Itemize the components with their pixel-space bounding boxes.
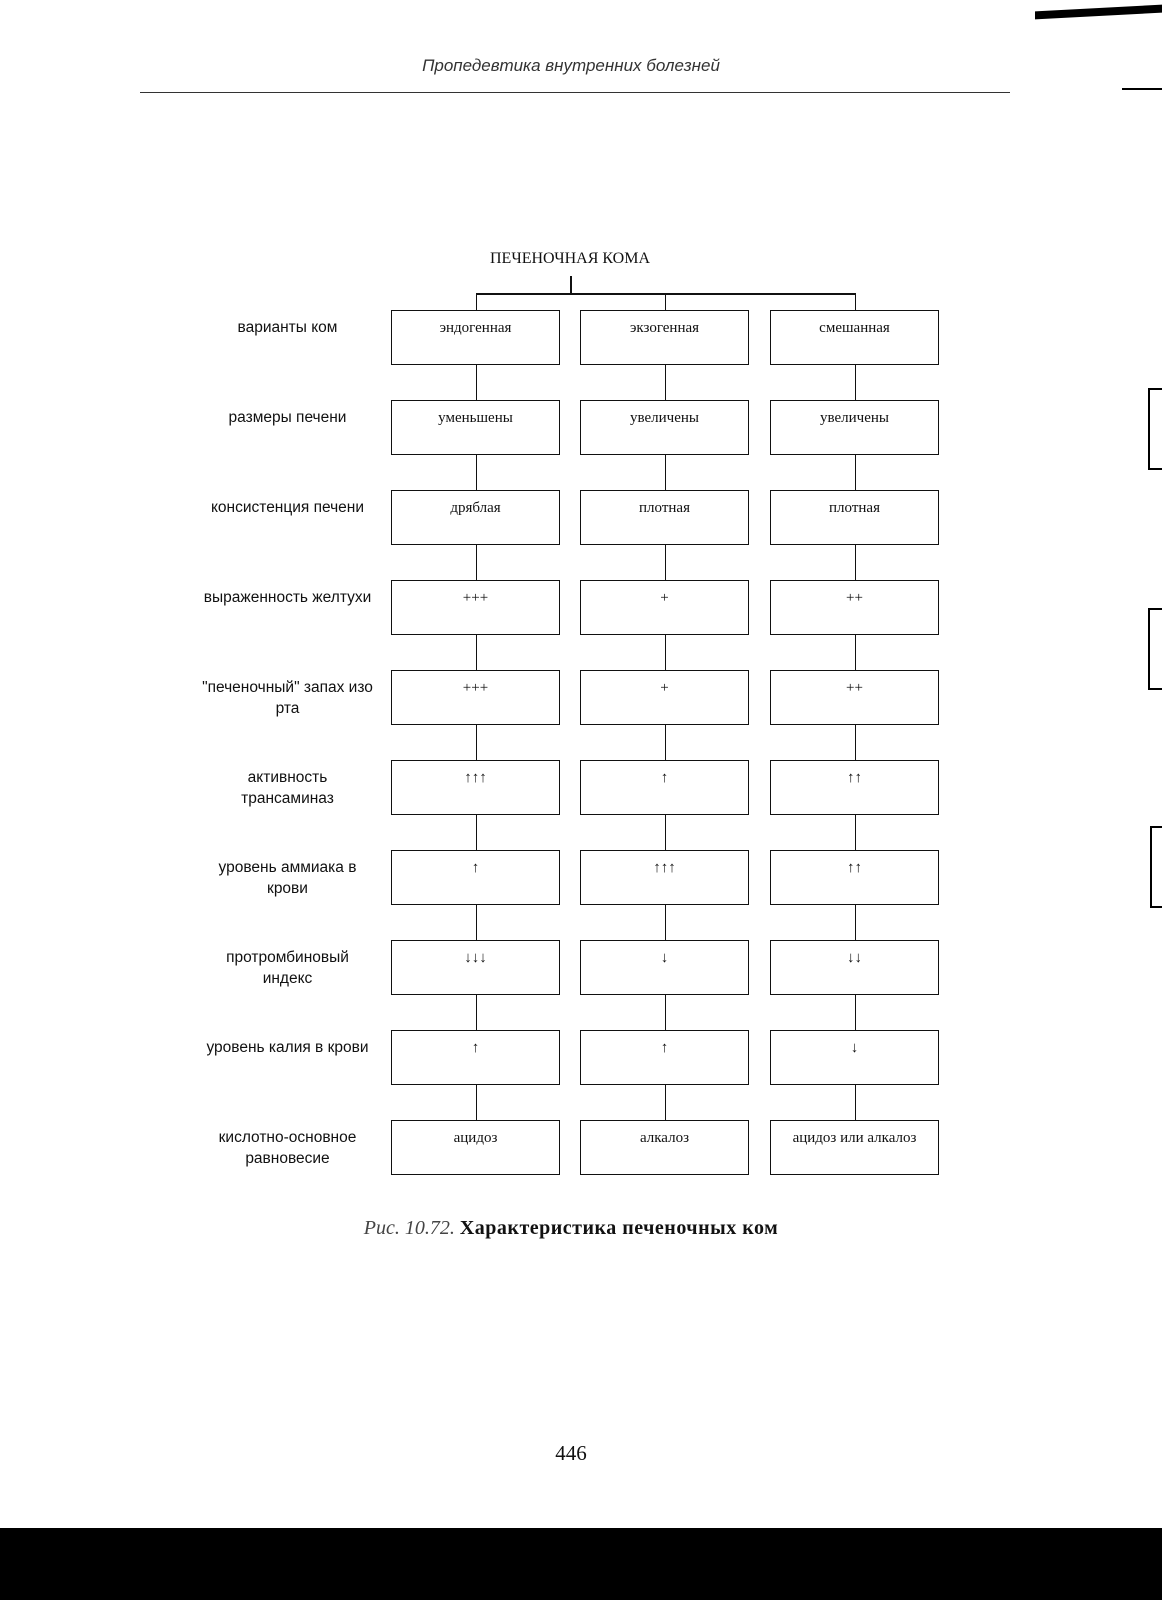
diagram-cell: уменьшены — [391, 400, 560, 455]
diagram-cell: +++ — [391, 670, 560, 725]
diagram-cell: + — [580, 580, 749, 635]
diagram-cell: ++ — [770, 670, 939, 725]
diagram-cell: ↑ — [391, 850, 560, 905]
diagram-cell: + — [580, 670, 749, 725]
column-connector-line — [476, 365, 478, 400]
figure-caption — [0, 1217, 1142, 1240]
title-stem-line — [570, 276, 572, 294]
column-connector-line — [665, 545, 667, 580]
scan-edge-bracket — [1148, 608, 1162, 690]
diagram-cell: плотная — [580, 490, 749, 545]
diagram-cell: ↑ — [391, 1030, 560, 1085]
diagram-cell: ацидоз — [391, 1120, 560, 1175]
column-connector-line — [665, 725, 667, 760]
running-header: Пропедевтика внутренних болезней — [422, 56, 720, 75]
branch-drop-line — [476, 293, 478, 310]
column-connector-line — [665, 635, 667, 670]
diagram-cell: ↑ — [580, 760, 749, 815]
row-label: активность трансаминаз — [241, 769, 334, 807]
scan-bottom-bar — [0, 1528, 1162, 1600]
diagram-cell: ↑↑↑ — [391, 760, 560, 815]
diagram-cell: ↓↓ — [770, 940, 939, 995]
scan-edge-line — [1122, 88, 1162, 90]
row-label: уровень калия в крови — [206, 1039, 369, 1056]
diagram-cell: ↑↑ — [770, 850, 939, 905]
diagram-cell: ↑ — [580, 1030, 749, 1085]
page-number: 446 — [555, 1441, 587, 1465]
scan-edge-bracket — [1148, 388, 1162, 470]
column-connector-line — [855, 365, 857, 400]
column-connector-line — [476, 905, 478, 940]
diagram-cell: дряблая — [391, 490, 560, 545]
diagram-cell: ацидоз или алкалоз — [770, 1120, 939, 1175]
diagram-cell: ↓↓↓ — [391, 940, 560, 995]
column-connector-line — [665, 455, 667, 490]
column-connector-line — [855, 635, 857, 670]
column-connector-line — [855, 545, 857, 580]
diagram-cell: ++ — [770, 580, 939, 635]
row-label: "печеночный" запах изо рта — [202, 679, 373, 717]
branch-drop-line — [855, 293, 857, 310]
column-connector-line — [665, 905, 667, 940]
column-connector-line — [855, 995, 857, 1030]
column-connector-line — [476, 545, 478, 580]
header-rule — [140, 92, 1010, 93]
diagram-cell: +++ — [391, 580, 560, 635]
column-connector-line — [665, 365, 667, 400]
branch-drop-line — [665, 293, 667, 310]
diagram-cell: экзогенная — [580, 310, 749, 365]
column-connector-line — [665, 1085, 667, 1120]
column-connector-line — [476, 995, 478, 1030]
column-connector-line — [665, 995, 667, 1030]
row-label: консистенция печени — [210, 499, 365, 516]
diagram-cell: ↓ — [580, 940, 749, 995]
column-connector-line — [476, 725, 478, 760]
column-connector-line — [476, 815, 478, 850]
diagram-cell: ↓ — [770, 1030, 939, 1085]
row-label: протромбиновый индекс — [226, 949, 349, 987]
diagram-cell: смешанная — [770, 310, 939, 365]
diagram-cell: алкалоз — [580, 1120, 749, 1175]
diagram-cell: увеличены — [580, 400, 749, 455]
row-label: варианты ком — [237, 319, 338, 336]
column-connector-line — [855, 455, 857, 490]
column-connector-line — [476, 635, 478, 670]
diagram-cell: эндогенная — [391, 310, 560, 365]
column-connector-line — [476, 1085, 478, 1120]
column-connector-line — [855, 725, 857, 760]
diagram-title: ПЕЧЕНОЧНАЯ КОМА — [490, 250, 650, 267]
column-connector-line — [855, 815, 857, 850]
scan-corner-mark — [1035, 5, 1162, 20]
diagram-cell: плотная — [770, 490, 939, 545]
diagram-cell: ↑↑ — [770, 760, 939, 815]
caption-text: Характеристика печеночных ком — [459, 1217, 779, 1239]
diagram-cell: увеличены — [770, 400, 939, 455]
column-connector-line — [855, 905, 857, 940]
scan-edge-bracket — [1150, 826, 1162, 908]
column-connector-line — [665, 815, 667, 850]
row-label: выраженность желтухи — [203, 589, 372, 606]
column-connector-line — [855, 1085, 857, 1120]
column-connector-line — [476, 455, 478, 490]
diagram-cell: ↑↑↑ — [580, 850, 749, 905]
row-label: кислотно-основное равновесие — [218, 1129, 357, 1167]
caption-prefix: Рис. 10.72. — [363, 1217, 455, 1239]
row-label: уровень аммиака в крови — [218, 859, 357, 897]
row-label: размеры печени — [228, 409, 347, 426]
